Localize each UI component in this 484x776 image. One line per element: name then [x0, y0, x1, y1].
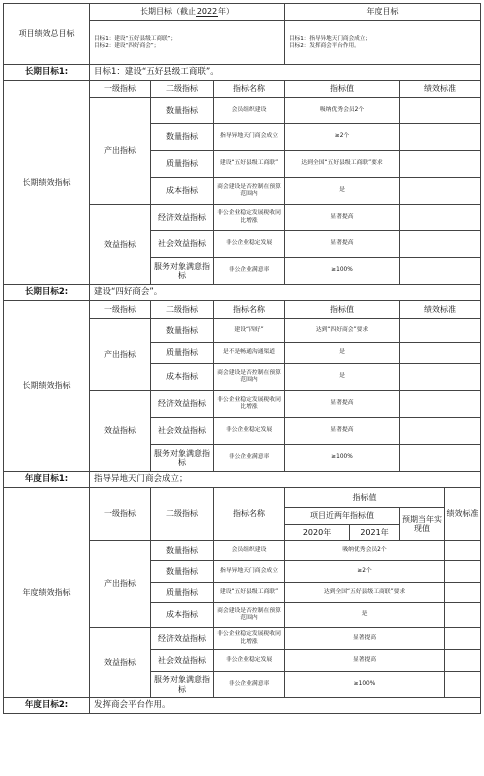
indicator-row: 服务对象满意指标 非公企业满意率 ≥100%	[4, 445, 481, 472]
indicator-row: 服务对象满意指标 非公企业满意率 ≥100%	[4, 672, 481, 698]
goal-text: 指导异地天门商会成立；	[90, 472, 481, 488]
indicator-row: 数量指标 指导异地天门商会成立 ≥2个	[4, 124, 481, 151]
output-indicator-label: 产出指标	[90, 98, 151, 205]
header-row	[4, 4, 481, 21]
indicator-row: 质量指标 建设“五好县级工商联” 达到全国“五好县级工商联”要求	[4, 583, 481, 603]
year-2021-header: 2021年	[350, 525, 400, 541]
indicator-row: 数量指标 指导异地天门商会成立 ≥2个	[4, 561, 481, 583]
perf-indicator-label: 长期绩效指标	[4, 81, 90, 285]
col-standard: 绩效标准	[400, 81, 481, 98]
column-header-row: 长期绩效指标 一级指标 二级指标 指标名称 指标值 绩效标准	[4, 301, 481, 319]
indicator-row: 质量指标 建设“五好县级工商联” 达到全国“五好县级工商联”要求	[4, 151, 481, 178]
goal-text: 建设“四好商会”。	[90, 285, 481, 301]
output-indicator-label: 产出指标	[90, 319, 151, 391]
indicator-row: 成本指标 商会建设是否控制在预算范围内 是	[4, 178, 481, 205]
col-level2: 二级指标	[151, 81, 214, 98]
goal-label: 长期目标1:	[4, 65, 90, 81]
benefit-indicator-label: 效益指标	[90, 628, 151, 698]
annual-goal-2-row	[4, 698, 481, 714]
recent-two-years-header: 项目近两年指标值	[285, 508, 400, 525]
performance-goals-table	[3, 3, 481, 714]
indicator-row: 成本指标 商会建设是否控制在预算范围内 是	[4, 364, 481, 391]
indicator-row: 质量指标 是不是畅通沟通渠道 是	[4, 343, 481, 364]
expected-value-header: 预期当年实现值	[400, 508, 445, 541]
perf-indicator-label: 年度绩效指标	[4, 488, 90, 698]
output-indicator-label: 产出指标	[90, 541, 151, 628]
annual-goals-list: 目标1：指导异地天门商会成立； 目标2：发挥商会平台作用。	[285, 21, 481, 65]
annual-header-row-1: 年度绩效指标 一级指标 二级指标 指标名称 指标值 绩效标准	[4, 488, 481, 508]
goal-text: 发挥商会平台作用。	[90, 698, 481, 714]
goal-label: 长期目标2:	[4, 285, 90, 301]
indicator-row: 产出指标 数量指标 会员组织建设 吸纳优秀会员2个	[4, 541, 481, 561]
goal-label: 年度目标2:	[4, 698, 90, 714]
indicator-row: 效益指标 经济效益指标 非公企业稳定发展税收同比增涨 显著提高	[4, 391, 481, 418]
annual-goal-header: 年度目标	[285, 4, 481, 21]
long-term-goal-2-row	[4, 285, 481, 301]
indicator-row: 社会效益指标 非公企业稳定发展 显著提高	[4, 231, 481, 258]
indicator-row: 效益指标 经济效益指标 非公企业稳定发展税收同比增涨 显著提高	[4, 628, 481, 650]
benefit-indicator-label: 效益指标	[90, 391, 151, 472]
col-standard: 绩效标准	[445, 488, 481, 541]
indicator-row: 社会效益指标 非公企业稳定发展 显著提高	[4, 418, 481, 445]
indicator-row: 社会效益指标 非公企业稳定发展 显著提高	[4, 650, 481, 672]
performance-table-page	[3, 3, 480, 714]
col-name: 指标名称	[214, 81, 285, 98]
goal-label: 年度目标1:	[4, 472, 90, 488]
indicator-row: 服务对象满意指标 非公企业满意率 ≥100%	[4, 258, 481, 285]
benefit-indicator-label: 效益指标	[90, 205, 151, 285]
column-header-row	[4, 81, 481, 98]
col-level1: 一级指标	[90, 81, 151, 98]
goal-text: 目标1：建设“五好县级工商联”。	[90, 65, 481, 81]
value-group-header: 指标值	[285, 488, 445, 508]
indicator-row: 产出指标 数量指标 会员组织建设 吸纳优秀会员2个	[4, 98, 481, 124]
target-year: 2022	[196, 6, 218, 16]
long-term-goal-1-row	[4, 65, 481, 81]
indicator-row: 产出指标 数量指标 建设“四好” 达到“四好商会”要求	[4, 319, 481, 343]
overall-goal-label: 项目绩效总目标	[4, 4, 90, 65]
long-term-goals-list: 目标1：建设“五好县级工商联”； 目标2：建设“四好商会”；	[90, 21, 285, 65]
indicator-row: 成本指标 商会建设是否控制在预算范围内 是	[4, 603, 481, 628]
annual-goal-1-row	[4, 472, 481, 488]
col-value: 指标值	[285, 81, 400, 98]
indicator-row: 效益指标 经济效益指标 非公企业稳定发展税收同比增涨 显著提高	[4, 205, 481, 231]
year-2020-header: 2020年	[285, 525, 350, 541]
perf-indicator-label: 长期绩效指标	[4, 301, 90, 472]
long-term-goal-header: 长期目标（截止2022年）	[90, 4, 285, 21]
